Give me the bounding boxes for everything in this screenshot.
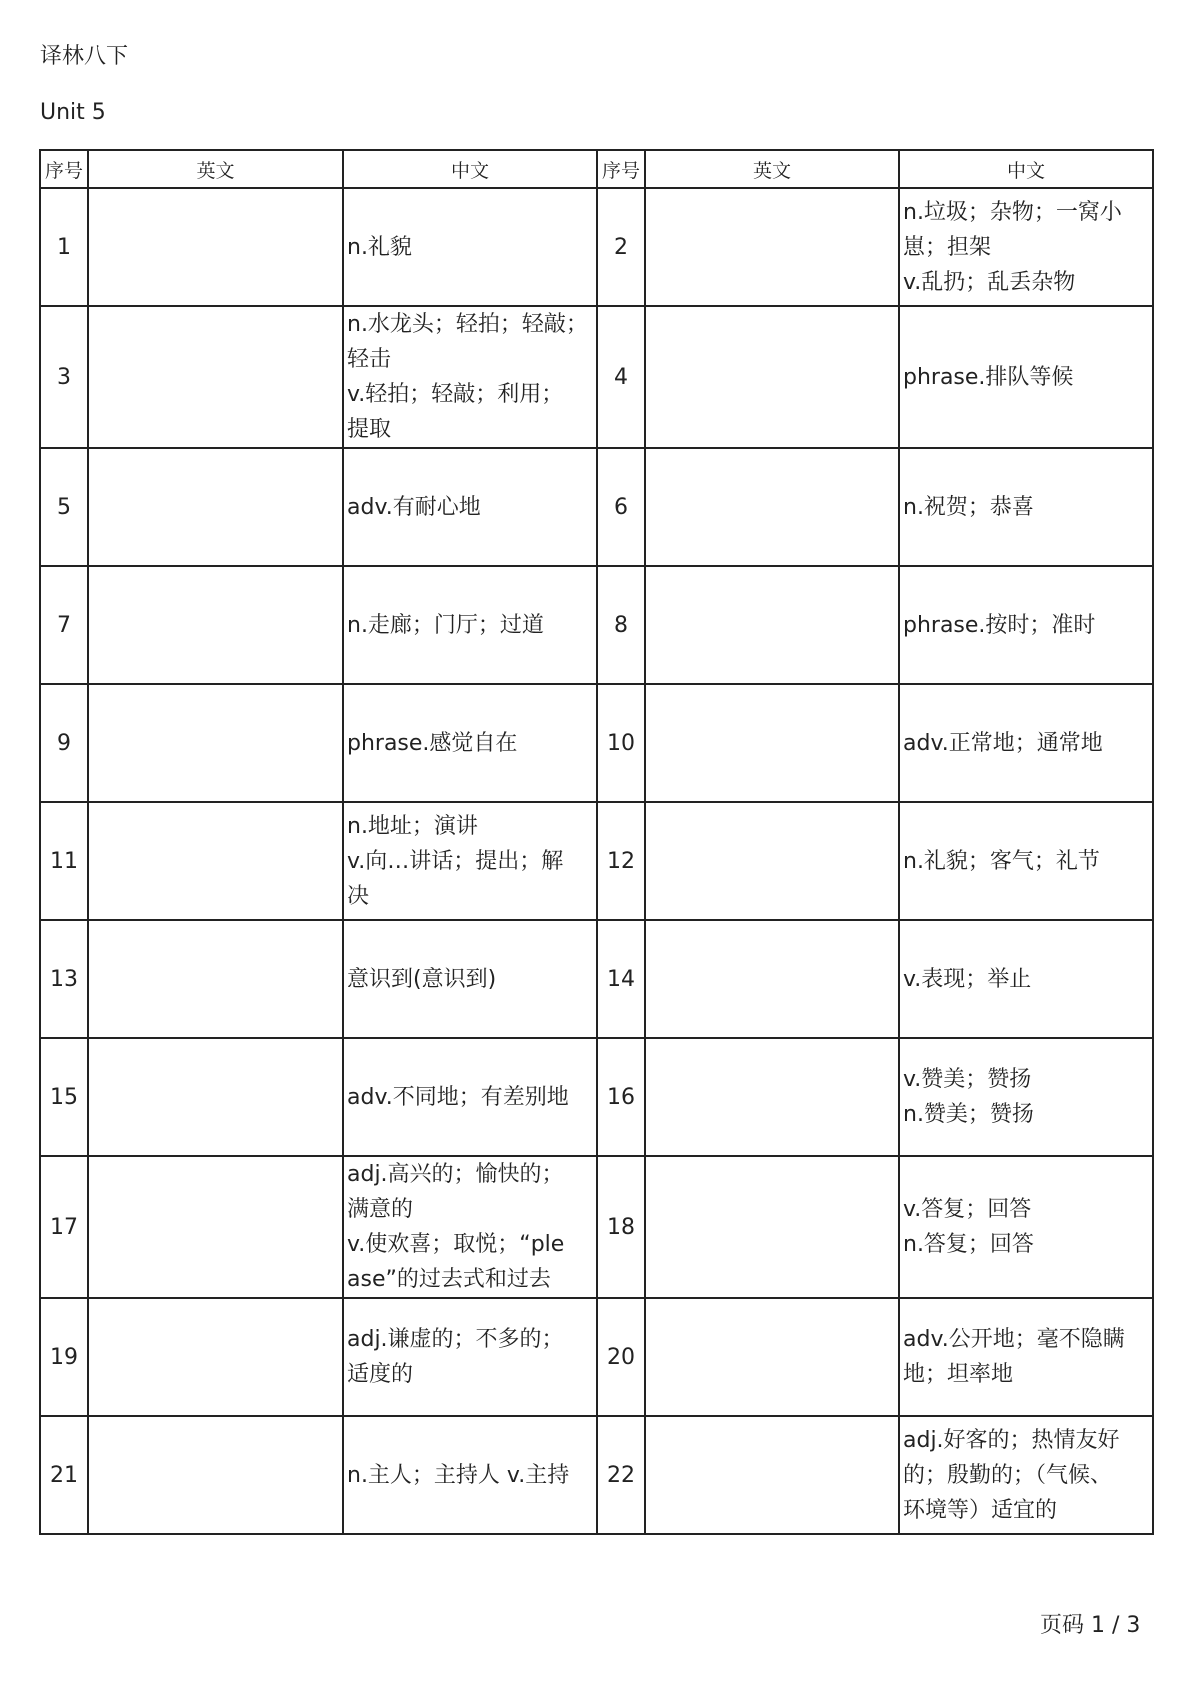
english-answer-cell[interactable] — [88, 1416, 343, 1534]
column-header-number: 序号 — [597, 150, 645, 188]
english-answer-cell[interactable] — [88, 1156, 343, 1298]
item-number: 19 — [40, 1298, 88, 1416]
item-number: 15 — [40, 1038, 88, 1156]
item-number: 9 — [40, 684, 88, 802]
english-answer-cell[interactable] — [88, 566, 343, 684]
english-answer-cell[interactable] — [88, 802, 343, 920]
definition-line: v.使欢喜；取悦；“ple — [347, 1232, 565, 1257]
english-answer-cell[interactable] — [645, 684, 899, 802]
chinese-definition-cell — [343, 920, 597, 1038]
table-row — [40, 188, 1153, 306]
definition-line: adj.好客的；热情友好 — [903, 1427, 1120, 1453]
chinese-definition-cell — [899, 566, 1153, 684]
table-body — [40, 188, 1153, 1534]
definition-line: n.礼貌 — [347, 234, 412, 260]
english-answer-cell[interactable] — [645, 802, 899, 920]
definition-line: 地；坦率地 — [903, 1362, 1014, 1387]
definition-line: n.地址；演讲 — [347, 813, 478, 839]
table-row — [40, 1416, 1153, 1534]
definition-line: n.赞美；赞扬 — [903, 1102, 1034, 1127]
definition-line: phrase.按时；准时 — [903, 612, 1096, 638]
chinese-definition-cell — [343, 306, 597, 448]
chinese-definition-cell — [343, 1156, 597, 1298]
column-header-chinese: 中文 — [899, 150, 1153, 188]
table-row — [40, 684, 1153, 802]
table-row — [40, 802, 1153, 920]
chinese-definition-cell — [899, 1156, 1153, 1298]
definition-line: adv.不同地；有差别地 — [347, 1084, 569, 1110]
chinese-definition-cell — [899, 684, 1153, 802]
definition-line: n.垃圾；杂物；一窝小 — [903, 199, 1122, 225]
unit-heading: Unit 5 — [40, 100, 106, 125]
definition-line: n.水龙头；轻拍；轻敲； — [347, 312, 588, 337]
definition-line: 决 — [347, 883, 370, 909]
definition-line: n.祝贺；恭喜 — [903, 494, 1034, 520]
english-answer-cell[interactable] — [88, 306, 343, 448]
chinese-definition-cell — [343, 1298, 597, 1416]
chinese-definition-cell — [899, 1298, 1153, 1416]
chinese-definition-cell — [343, 188, 597, 306]
definition-line: 环境等）适宜的 — [903, 1497, 1058, 1523]
column-header-chinese: 中文 — [343, 150, 597, 188]
chinese-definition-cell — [343, 802, 597, 920]
definition-line: n.答复；回答 — [903, 1232, 1034, 1257]
definition-line: 满意的 — [347, 1197, 414, 1222]
definition-line: adj.高兴的；愉快的； — [347, 1162, 564, 1187]
definition-line: v.乱扔；乱丢杂物 — [903, 269, 1076, 295]
table-row — [40, 1156, 1153, 1298]
english-answer-cell[interactable] — [88, 448, 343, 566]
item-number: 12 — [597, 802, 645, 920]
table-row — [40, 566, 1153, 684]
table-row — [40, 1038, 1153, 1156]
english-answer-cell[interactable] — [645, 1416, 899, 1534]
page-number: 页码 1 / 3 — [1040, 1613, 1141, 1638]
chinese-definition-cell — [343, 1038, 597, 1156]
english-answer-cell[interactable] — [645, 1298, 899, 1416]
english-answer-cell[interactable] — [88, 1298, 343, 1416]
definition-line: phrase.感觉自在 — [347, 730, 518, 756]
item-number: 13 — [40, 920, 88, 1038]
english-answer-cell[interactable] — [645, 1156, 899, 1298]
document-title: 译林八下 — [40, 44, 129, 69]
chinese-definition-cell — [899, 188, 1153, 306]
chinese-definition-cell — [343, 566, 597, 684]
item-number: 3 — [40, 306, 88, 448]
item-number: 21 — [40, 1416, 88, 1534]
chinese-definition-cell — [899, 1416, 1153, 1534]
item-number: 20 — [597, 1298, 645, 1416]
column-header-number: 序号 — [40, 150, 88, 188]
column-header-english: 英文 — [645, 150, 899, 188]
english-answer-cell[interactable] — [88, 1038, 343, 1156]
definition-line: v.向…讲话；提出；解 — [347, 848, 564, 874]
definition-line: n.走廊；门厅；过道 — [347, 612, 544, 638]
column-header-english: 英文 — [88, 150, 343, 188]
table-row — [40, 448, 1153, 566]
english-answer-cell[interactable] — [88, 920, 343, 1038]
table-header-row — [40, 150, 1153, 188]
chinese-definition-cell — [343, 684, 597, 802]
definition-line: 的；殷勤的；（气候、 — [903, 1462, 1113, 1488]
item-number: 18 — [597, 1156, 645, 1298]
item-number: 1 — [40, 188, 88, 306]
chinese-definition-cell — [899, 920, 1153, 1038]
definition-line: v.表现；举止 — [903, 966, 1032, 992]
definition-line: 轻击 — [347, 347, 392, 372]
definition-line: ase”的过去式和过去 — [347, 1267, 551, 1292]
item-number: 22 — [597, 1416, 645, 1534]
item-number: 7 — [40, 566, 88, 684]
table-row — [40, 920, 1153, 1038]
definition-line: adv.有耐心地 — [347, 494, 481, 520]
vocabulary-table — [39, 149, 1154, 1535]
item-number: 16 — [597, 1038, 645, 1156]
table-row — [40, 306, 1153, 448]
item-number: 14 — [597, 920, 645, 1038]
item-number: 17 — [40, 1156, 88, 1298]
definition-line: adj.谦虚的；不多的； — [347, 1327, 564, 1352]
item-number: 10 — [597, 684, 645, 802]
english-answer-cell[interactable] — [645, 448, 899, 566]
chinese-definition-cell — [899, 1038, 1153, 1156]
definition-line: 提取 — [347, 417, 392, 442]
definition-line: adv.公开地；毫不隐瞒 — [903, 1327, 1125, 1352]
english-answer-cell[interactable] — [645, 566, 899, 684]
item-number: 6 — [597, 448, 645, 566]
english-answer-cell[interactable] — [645, 306, 899, 448]
english-answer-cell[interactable] — [645, 920, 899, 1038]
chinese-definition-cell — [899, 306, 1153, 448]
chinese-definition-cell — [899, 448, 1153, 566]
english-answer-cell[interactable] — [645, 1038, 899, 1156]
item-number: 11 — [40, 802, 88, 920]
item-number: 2 — [597, 188, 645, 306]
definition-line: adv.正常地；通常地 — [903, 730, 1103, 756]
definition-line: v.答复；回答 — [903, 1197, 1032, 1222]
definition-line: n.礼貌；客气；礼节 — [903, 848, 1100, 874]
english-answer-cell[interactable] — [88, 684, 343, 802]
definition-line: 适度的 — [347, 1362, 414, 1387]
definition-line: phrase.排队等候 — [903, 364, 1074, 390]
english-answer-cell[interactable] — [88, 188, 343, 306]
definition-line: 意识到(意识到) — [347, 966, 497, 992]
chinese-definition-cell — [899, 802, 1153, 920]
chinese-definition-cell — [343, 448, 597, 566]
definition-line: v.轻拍；轻敲；利用； — [347, 382, 564, 407]
definition-line: 崽；担架 — [903, 234, 992, 260]
table-row — [40, 1298, 1153, 1416]
item-number: 8 — [597, 566, 645, 684]
definition-line: n.主人；主持人 v.主持 — [347, 1462, 570, 1488]
item-number: 5 — [40, 448, 88, 566]
definition-line: v.赞美；赞扬 — [903, 1067, 1032, 1092]
chinese-definition-cell — [343, 1416, 597, 1534]
item-number: 4 — [597, 306, 645, 448]
english-answer-cell[interactable] — [645, 188, 899, 306]
